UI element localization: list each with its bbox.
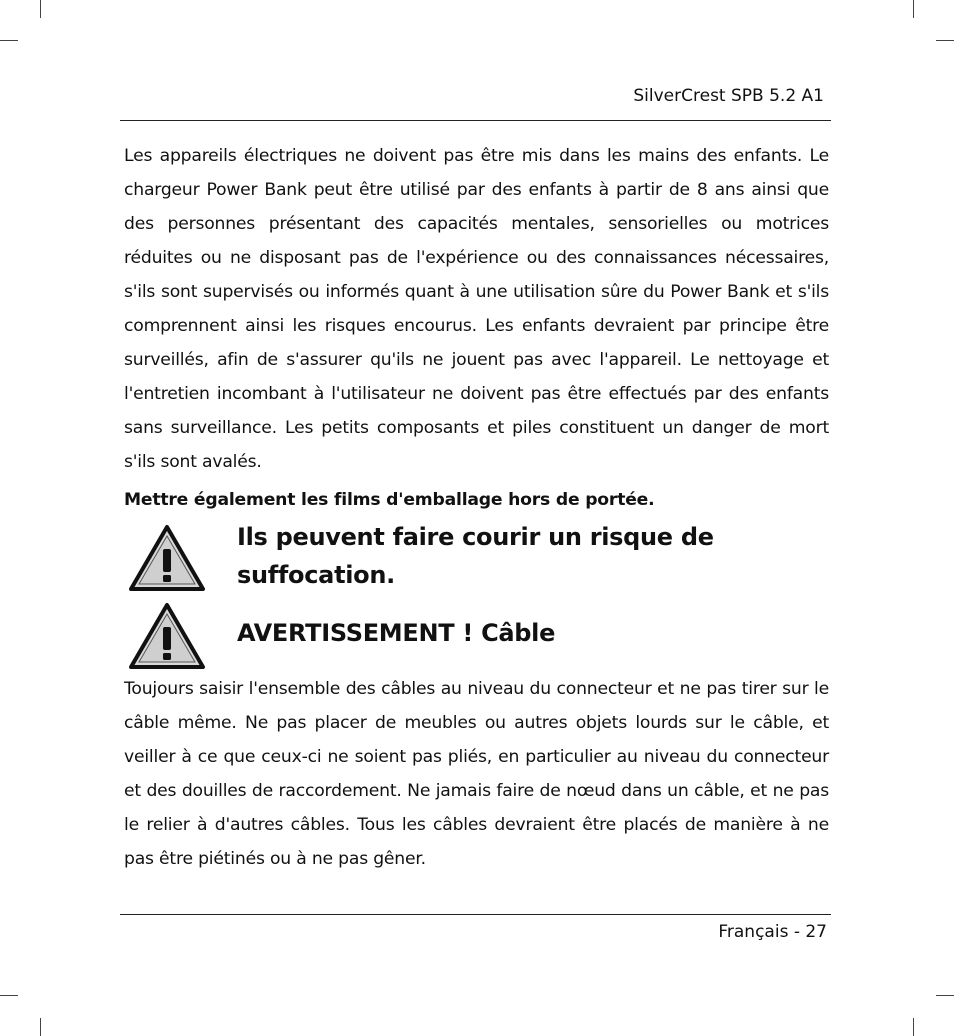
paragraph-children-safety: Les appareils électriques ne doivent pas être mis dans les mains des enfants. Le chargeur Power Bank peut être utilisé par des enfants à partir de 8 ans ainsi que des personnes présentant des capacités mentales, sensorielles ou motrices réduites ou ne disposant pas de l'expérience ou des connaissances nécessaires, s'ils sont supervisés ou informés quant à une utilisation sûre du Power Bank et s'ils comprennent ainsi les risques encourus. Les enfants devraient par principe être surveillés, afin de s'assurer qu'ils ne jouent pas avec l'appareil. Le nettoyage et l'entretien incombant à l'utilisateur ne doivent pas être effectués par des enfants sans surveillance. Les petits composants et piles constituent un danger de mort s'ils sont avalés.	[124, 146, 829, 472]
paragraph-cable-handling: Toujours saisir l'ensemble des câbles au niveau du connecteur et ne pas tirer sur le câble même. Ne pas placer de meubles ou autres objets lourds sur le câble, et veiller à ce que ceux-ci ne soient pas pliés, en particulier au niveau du connecteur et des douilles de raccordement. Ne jamais faire de nœud dans un câble, et ne pas le relier à d'autres câbles. Tous les câbles devraient être placés de manière à ne pas être piétinés ou à ne pas gêner.	[124, 679, 829, 869]
packaging-notice: Mettre également les films d'emballage hors de portée.	[124, 490, 655, 510]
header-product-name: SilverCrest SPB 5.2 A1	[633, 86, 824, 106]
crop-mark-bottom-left-h	[0, 995, 18, 996]
warning-triangle-icon	[128, 524, 206, 592]
footer-page-number: Français - 27	[718, 922, 827, 942]
crop-mark-top-left-h	[0, 40, 18, 41]
crop-mark-top-left-v	[40, 0, 41, 18]
crop-mark-top-right-h	[936, 40, 954, 41]
crop-mark-bottom-right-v	[913, 1018, 914, 1036]
warning-heading-cable: AVERTISSEMENT ! Câble	[237, 619, 556, 647]
crop-mark-top-right-v	[913, 0, 914, 18]
warning-triangle-icon	[128, 602, 206, 670]
footer-rule	[120, 914, 831, 915]
crop-mark-bottom-left-v	[40, 1018, 41, 1036]
warning-heading-suffocation-line2: suffocation.	[237, 561, 395, 589]
warning-heading-suffocation-line1: Ils peuvent faire courir un risque de	[237, 523, 714, 551]
header-rule	[120, 120, 831, 121]
crop-mark-bottom-right-h	[936, 995, 954, 996]
